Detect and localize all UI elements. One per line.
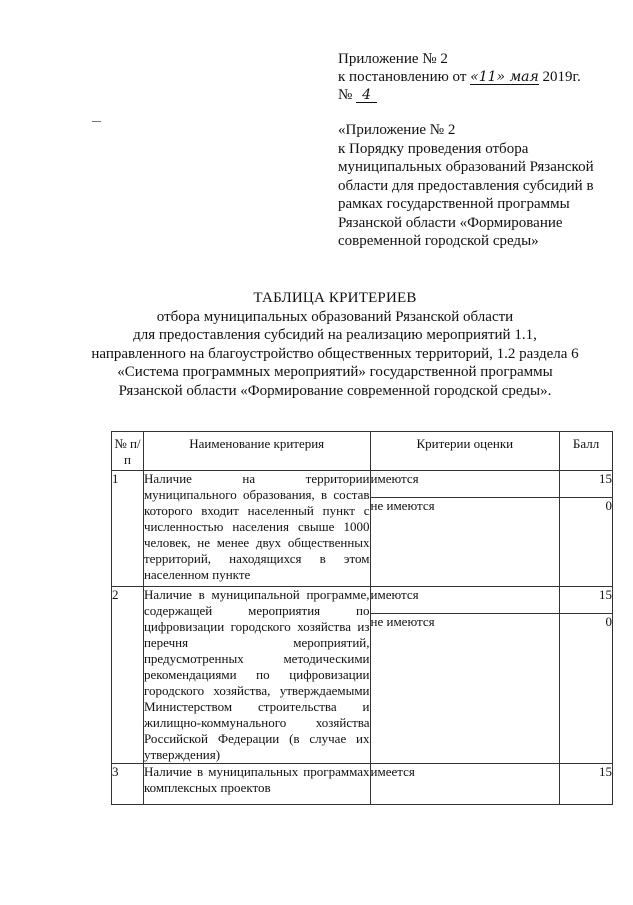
sub-appendix-line: рамках государственной программы: [338, 196, 570, 212]
table-row: [112, 764, 613, 805]
criterion-name: Наличие на территории муниципального образования, в состав которого входит населенный пункт с численностью населения свыше 1000 человек, не менее двух общественных территорий, находящихся в этом населенном пункте: [143, 471, 370, 587]
criterion-score: 15: [560, 587, 613, 614]
resolution-year: 2019г.: [542, 69, 581, 85]
sub-appendix-block: [338, 121, 618, 251]
resolution-label: к постановлению от: [338, 69, 467, 85]
header-name: Наименование критерия: [143, 432, 370, 471]
row-number: 2: [112, 587, 144, 764]
criterion-score: 15: [560, 764, 613, 805]
header-num: № п/п: [112, 432, 144, 471]
appendix-number-line: [338, 86, 618, 104]
scan-mark: [92, 121, 101, 122]
number-label: №: [338, 87, 353, 103]
appendix-title: Приложение № 2: [338, 51, 448, 67]
criterion-score: 0: [560, 498, 613, 587]
heading-line: отбора муниципальных образований Рязанской области: [156, 308, 514, 325]
criterion-eval: имеются: [370, 587, 560, 614]
sub-appendix-line: области для предоставления субсидий в: [338, 177, 594, 194]
heading-line: для предоставления субсидий на реализацию мероприятий 1.1,: [133, 327, 537, 343]
sub-appendix-line: «Приложение № 2: [338, 122, 456, 138]
document-heading: [60, 289, 610, 400]
criterion-eval: не имеются: [370, 498, 560, 587]
appendix-block: [338, 50, 618, 104]
header-score: Балл: [560, 432, 613, 471]
table-row: [112, 587, 613, 614]
table-row: [112, 471, 613, 498]
criteria-table: [111, 431, 613, 805]
criterion-eval: имеется: [370, 764, 560, 805]
handwritten-number: 4: [356, 88, 377, 103]
sub-appendix-line: муниципальных образований Рязанской: [338, 159, 594, 175]
criterion-name: Наличие в муниципальной программе, содержащей мероприятия по цифровизации городского хозяйства из перечня мероприятий, предусмотренных методическими рекомендациями по цифровизации городского хозяйства, утверждаемыми Министерством строительства и жилищно-коммунального хозяйства Российской Федерации (в случае их утверждения): [143, 587, 370, 762]
appendix-resolution-line: [338, 68, 618, 86]
criterion-score: 0: [560, 614, 613, 764]
table-header-row: [112, 432, 613, 471]
row-number: 3: [112, 764, 144, 805]
criterion-name: Наличие в муниципальных программах комплексных проектов: [143, 764, 370, 805]
sub-appendix-line: Рязанской области «Формирование: [338, 214, 563, 231]
heading-line: «Система программных мероприятий» государственной программы: [117, 364, 553, 380]
heading-line: Рязанской области «Формирование современной городской среды».: [118, 382, 552, 399]
criterion-eval: не имеются: [370, 614, 560, 764]
heading-title: ТАБЛИЦА КРИТЕРИЕВ: [253, 290, 417, 306]
sub-appendix-line: современной городской среды»: [338, 233, 539, 249]
header-eval: Критерии оценки: [370, 432, 560, 471]
row-number: 1: [112, 471, 144, 587]
heading-line: направленного на благоустройство общественных территорий, 1.2 раздела 6: [91, 345, 579, 362]
criterion-eval: имеются: [370, 471, 560, 498]
sub-appendix-line: к Порядку проведения отбора: [338, 140, 529, 157]
criterion-score: 15: [560, 471, 613, 498]
handwritten-date: «11» мая: [470, 69, 539, 85]
